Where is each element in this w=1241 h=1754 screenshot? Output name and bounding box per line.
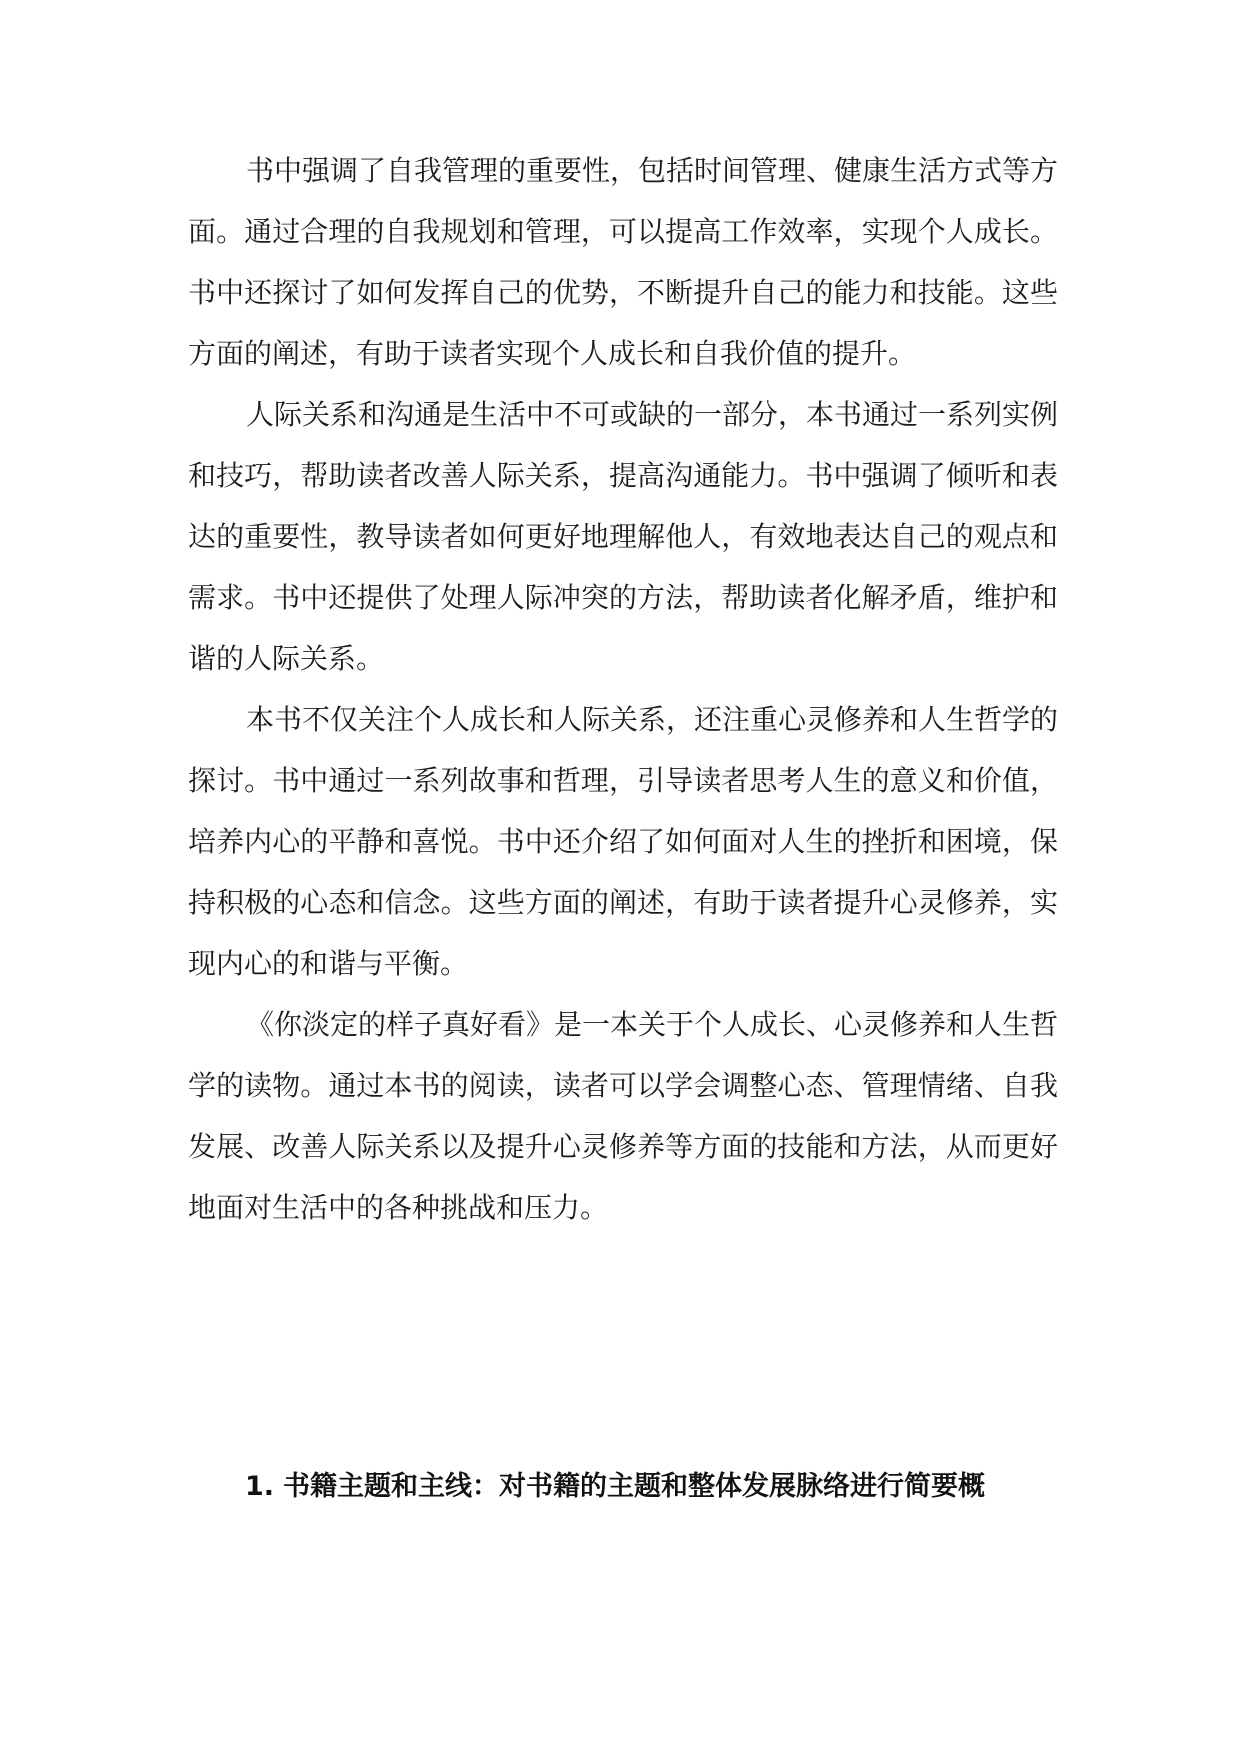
paragraph-book-summary: 《你淡定的样子真好看》是一本关于个人成长、心灵修养和人生哲学的读物。通过本书的阅读，读者可以学会调整心态、管理情绪、自我发展、改善人际关系以及提升心灵修养等方面的技能和方法，从而更好地面对生活中的各种挑战和压力。 bbox=[188, 1008, 1059, 1224]
paragraph-self-management: 书中强调了自我管理的重要性，包括时间管理、健康生活方式等方面。通过合理的自我规划和管理，可以提高工作效率，实现个人成长。书中还探讨了如何发挥自己的优势，不断提升自己的能力和技能。这些方面的阐述，有助于读者实现个人成长和自我价值的提升。 bbox=[188, 154, 1059, 370]
numbered-heading bbox=[245, 1467, 1065, 1507]
heading-text: 书籍主题和主线：对书籍的主题和整体发展脉络进行简要概 bbox=[283, 1471, 985, 1502]
paragraph-spiritual-cultivation: 本书不仅关注个人成长和人际关系，还注重心灵修养和人生哲学的探讨。书中通过一系列故事和哲理，引导读者思考人生的意义和价值，培养内心的平静和喜悦。书中还介绍了如何面对人生的挫折和困境，保持积极的心态和信念。这些方面的阐述，有助于读者提升心灵修养，实现内心的和谐与平衡。 bbox=[188, 703, 1059, 980]
heading-number: 1. bbox=[245, 1471, 275, 1502]
body-text bbox=[188, 140, 1058, 1238]
paragraph-communication: 人际关系和沟通是生活中不可或缺的一部分，本书通过一系列实例和技巧，帮助读者改善人际关系，提高沟通能力。书中强调了倾听和表达的重要性，教导读者如何更好地理解他人，有效地表达自己的观点和需求。书中还提供了处理人际冲突的方法，帮助读者化解矛盾，维护和谐的人际关系。 bbox=[188, 398, 1059, 675]
